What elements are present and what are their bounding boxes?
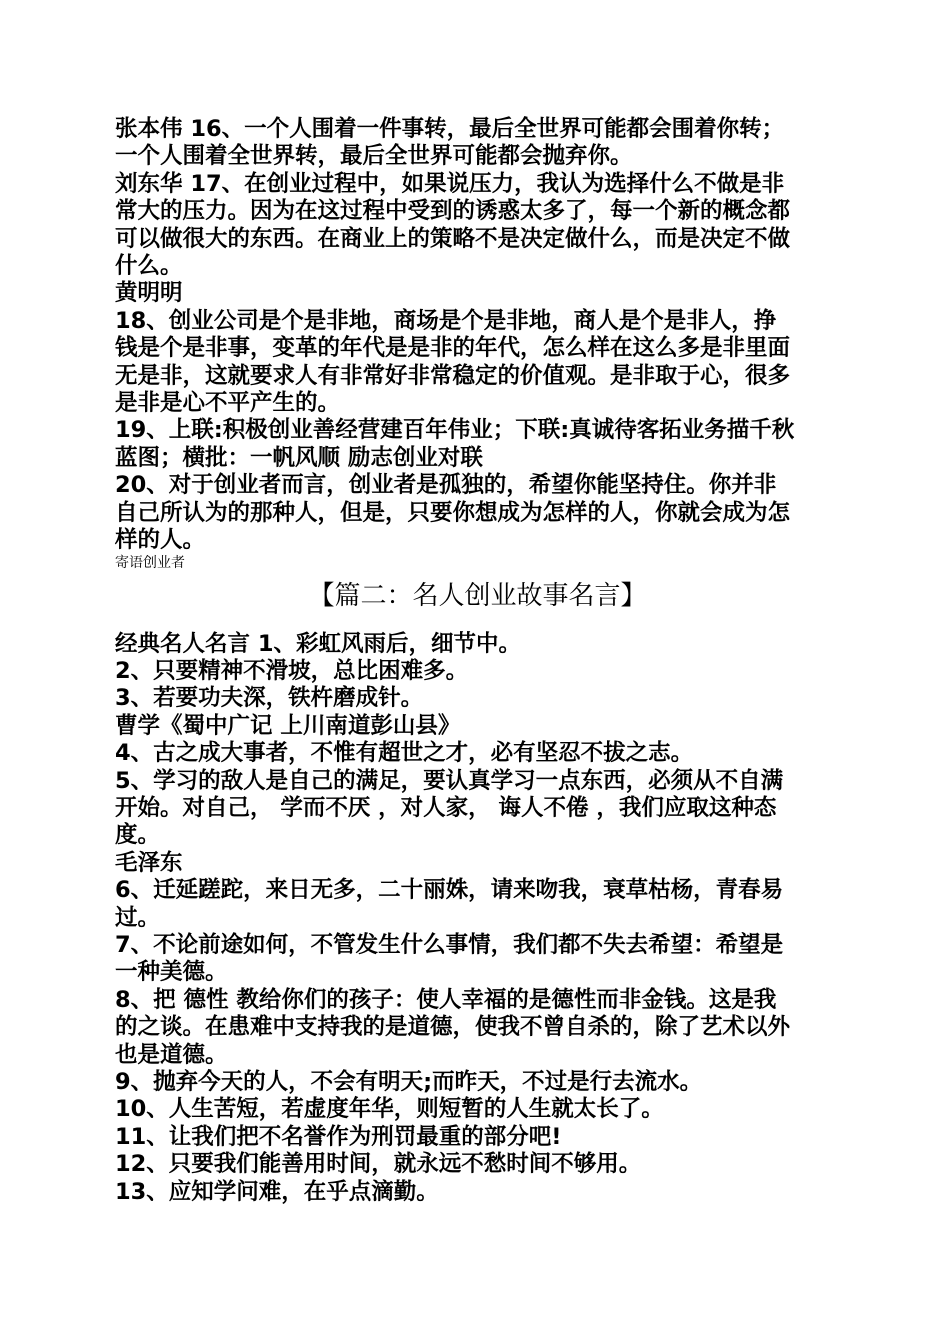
- text-line: 的之谈。在患难中支持我的是道德，使我不曾自杀的，除了艺术以外: [115, 1014, 791, 1041]
- text-line: 毛泽东: [115, 849, 183, 876]
- text-line: 度。: [115, 822, 161, 849]
- text-line: 一个人围着全世界转，最后全世界可能都会抛弃你。: [115, 143, 633, 170]
- text-line: 刘东华 17、在创业过程中，如果说压力，我认为选择什么不做是非: [115, 170, 785, 197]
- text-line: 8、把 德性 教给你们的孩子：使人幸福的是德性而非金钱。这是我: [115, 986, 777, 1013]
- small-note: 寄语创业者: [115, 554, 185, 571]
- text-line: 自己所认为的那种人，但是，只要你想成为怎样的人，你就会成为怎: [115, 499, 791, 526]
- text-line: 样的人。: [115, 527, 206, 554]
- text-line: 开始。对自己， 学而不厌 ，对人家， 诲人不倦 ，我们应取这种态: [115, 794, 777, 821]
- text-line: 是非是心不平产生的。: [115, 390, 341, 417]
- text-line: 2、只要精神不滑坡，总比困难多。: [115, 657, 469, 684]
- text-line: 4、古之成大事者，不惟有超世之才，必有坚忍不拔之志。: [115, 740, 694, 767]
- text-line: 12、只要我们能善用时间，就永远不愁时间不够用。: [115, 1151, 642, 1178]
- text-line: 6、迁延蹉跎，来日无多，二十丽姝，请来吻我，衰草枯杨，青春易: [115, 877, 784, 904]
- text-line: 过。: [115, 904, 161, 931]
- text-line: 10、人生苦短，若虚度年华，则短暂的人生就太长了。: [115, 1096, 664, 1123]
- text-line: 3、若要功夫深，铁杵磨成针。: [115, 685, 424, 712]
- text-line: 一种美德。: [115, 959, 228, 986]
- text-line: 无是非，这就要求人有非常好非常稳定的价值观。是非取于心，很多: [115, 362, 791, 389]
- text-line: 常大的压力。因为在这过程中受到的诱惑太多了，每一个新的概念都: [115, 198, 791, 225]
- document-page: [115, 116, 840, 1206]
- text-line: 20、对于创业者而言，创业者是孤独的，希望你能坚持住。你并非: [115, 472, 777, 499]
- text-line: 5、学习的敌人是自己的满足，要认真学习一点东西，必须从不自满: [115, 767, 784, 794]
- text-line: 7、不论前途如何，不管发生什么事情，我们都不失去希望：希望是: [115, 931, 784, 958]
- text-line: 钱是个是非事，变革的年代是是非的年代，怎么样在这么多是非里面: [115, 335, 791, 362]
- text-line: 13、应知学问难，在乎点滴勤。: [115, 1178, 439, 1205]
- text-line: 19、上联:积极创业善经营建百年伟业；下联:真诚待客拓业务描千秋: [115, 417, 795, 444]
- text-line: 黄明明: [115, 280, 183, 307]
- section-two: [115, 631, 840, 1207]
- text-line: 也是道德。: [115, 1041, 228, 1068]
- section-heading: 【篇二：名人创业故事名言】: [308, 580, 647, 611]
- text-line: 蓝图；横批：一帆风顺 励志创业对联: [115, 444, 483, 471]
- text-line: 什么。: [115, 253, 183, 280]
- text-line: 9、抛弃今天的人，不会有明天;而昨天，不过是行去流水。: [115, 1069, 703, 1095]
- text-line: 11、让我们把不名誉作为刑罚最重的部分吧!: [115, 1123, 562, 1150]
- section-one: [115, 116, 840, 571]
- text-line: 经典名人名言 1、彩虹风雨后，细节中。: [115, 630, 521, 657]
- text-line: 18、创业公司是个是非地，商场是个是非地，商人是个是非人，挣: [115, 307, 777, 334]
- text-line: 张本伟 16、一个人围着一件事转，最后全世界可能都会围着你转；: [115, 116, 785, 142]
- text-line: 可以做很大的东西。在商业上的策略不是决定做什么，而是决定不做: [115, 225, 791, 252]
- text-line: 曹学《蜀中广记 上川南道彭山县》: [115, 712, 461, 739]
